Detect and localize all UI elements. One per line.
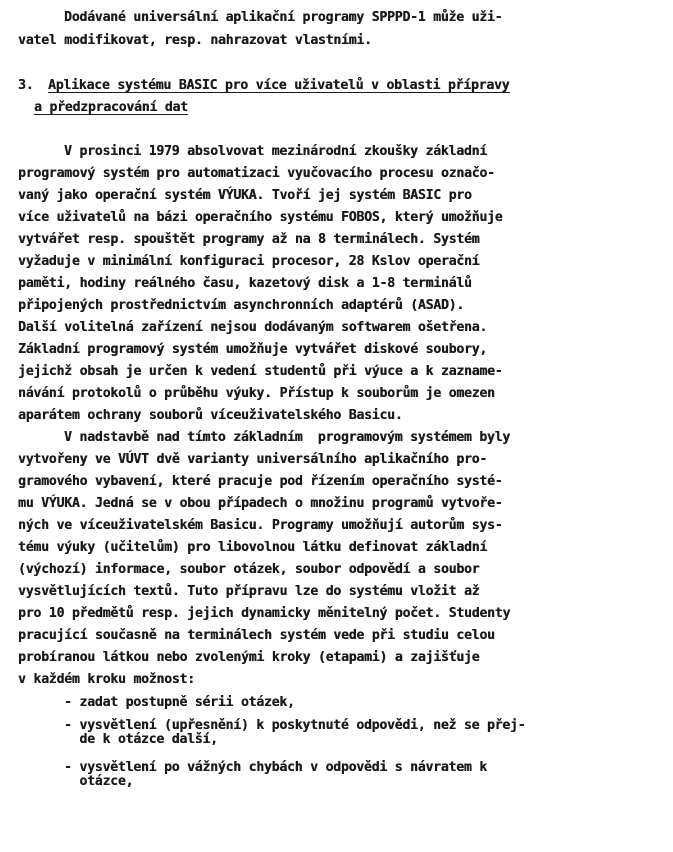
p2-line-5: ných ve víceuživatelském Basicu. Programy umožňují autorům sys- [18,518,503,533]
p2-line-9: pro 10 předmětů resp. jejich dynamicky měnitelný počet. Studenty [18,606,511,621]
p2-line-7: (výchozí) informace, soubor otázek, soubor odpovědí a soubor [18,562,480,577]
intro-line-2: vatel modifikovat, resp. nahrazovat vlastními. [18,33,372,48]
p2-line-6: tému výuky (učitelům) pro libovolnou látku definovat základní [18,540,488,555]
p1-line-2: programový systém pro automatizaci vyučovacího procesu označo- [18,166,495,181]
section-number: 3. [18,78,34,93]
p1-line-11: jejichž obsah je určen k vedení studentů při výuce a k zazname- [18,364,503,379]
p1-line-12: návání protokolů o průběhu výuky. Přístup k souborům je omezen [18,386,495,401]
p1-line-4: více uživatelů na bázi operačního systému FOBOS, který umožňuje [18,210,503,225]
p2-line-10: pracující současně na terminálech systém vede při studiu celou [18,628,495,643]
list-item-2-line-2: de k otázce další, [64,732,218,747]
list-item-3-line-1: - vysvětlení po vážných chybách v odpovědi s návratem k [64,760,487,775]
p1-line-6: vyžaduje v minimální konfiguraci procesor, 28 Kslov operační [18,254,480,269]
p2-line-11: probíranou látkou nebo zvolenými kroky (etapami) a zajišťuje [18,650,480,665]
p1-line-5: vytvářet resp. spouštět programy až na 8 terminálech. Systém [18,232,480,247]
p1-line-8: připojených prostřednictvím asynchronních adaptérů (ASAD). [18,298,464,313]
p2-line-8: vysvětlujících textů. Tuto přípravu lze do systému vložit až [18,584,480,599]
list-item-2-line-1: - vysvětlení (upřesnění) k poskytnuté odpovědi, než se přej- [64,718,526,733]
section-title-line-2: a předzpracování dat [34,100,188,115]
p2-line-4: mu VÝUKA. Jedná se v obou případech o množinu programů vytvoře- [18,496,503,511]
p1-line-13: aparátem ochrany souborů víceuživatelského Basicu. [18,408,403,423]
p1-line-7: paměti, hodiny reálného času, kazetový disk a 1-8 terminálů [18,276,472,291]
p1-line-3: vaný jako operační systém VÝUKA. Tvoří jej systém BASIC pro [18,188,472,203]
p2-line-1: V nadstavbě nad tímto základním programovým systémem byly [64,430,510,445]
p2-line-3: gramového vybavení, které pracuje pod řízením operačního systé- [18,474,503,489]
section-title-line-1: Aplikace systému BASIC pro více uživatelů v oblasti přípravy [48,78,510,93]
p1-line-9: Další volitelná zařízení nejsou dodávaným softwarem ošetřena. [18,320,488,335]
list-item-1: - zadat postupně sérii otázek, [64,695,295,710]
list-item-3-line-2: otázce, [64,774,134,789]
p1-line-1: V prosinci 1979 absolvovat mezinárodní zkoušky základní [64,144,487,159]
p2-line-12: v každém kroku možnost: [18,672,195,687]
intro-line-1: Dodávané universální aplikační programy SPPPD-1 může uži- [64,10,503,25]
p1-line-10: Základní programový systém umožňuje vytvářet diskové soubory, [18,342,488,357]
p2-line-2: vytvořeny ve VÚVT dvě varianty universálního aplikačního pro- [18,452,488,467]
